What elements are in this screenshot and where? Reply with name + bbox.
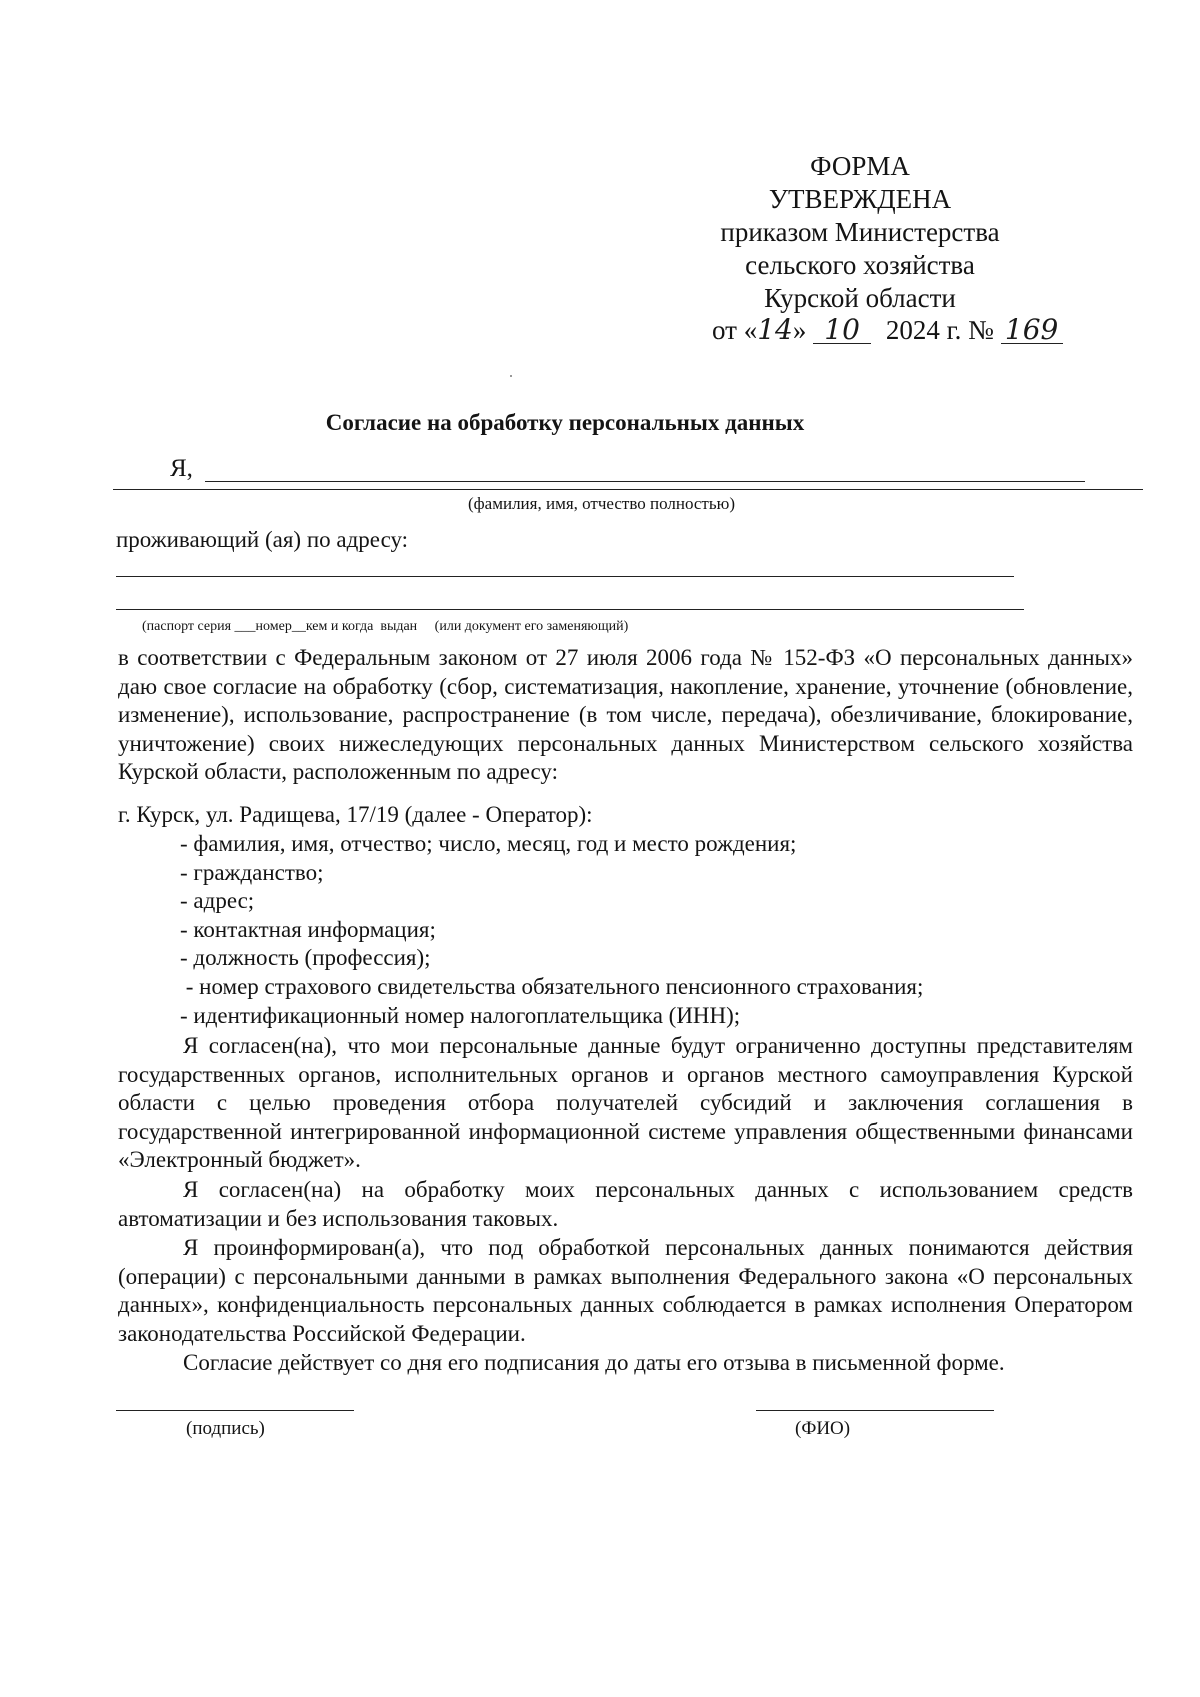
order-date-line (712, 313, 1063, 347)
i-label: Я, (170, 455, 193, 482)
list-item: - адрес; (180, 888, 255, 914)
paragraph-access: Я согласен(на), что мои персональные данные будут ограниченно доступны представителям государственных органов, исполнительных органов и органов местного самоуправления Курской области с целью проведения отбора получателей субсидий и заключения соглашения в государственной интегрированной информационной системе управления общественными финансами «Электронный бюджет». (118, 1033, 1133, 1173)
address-line-2 (116, 609, 1024, 610)
operator-address: г. Курск, ул. Радищева, 17/19 (далее - Оператор): (118, 802, 593, 827)
paragraph-automation: Я согласен(на) на обработку моих персональных данных с использованием средств автоматизации и без использования таковых. (118, 1177, 1133, 1231)
paragraph-validity: Согласие действует со дня его подписания до даты его отзыва в письменной форме. (183, 1350, 1005, 1375)
address-line-1 (116, 576, 1014, 577)
list-item: - контактная информация; (180, 916, 436, 942)
fio-line-short (205, 481, 1085, 482)
fio-signature-caption: (ФИО) (795, 1418, 851, 1439)
list-item: - номер страхового свидетельства обязательного пенсионного страхования; (180, 973, 924, 999)
list-item: - должность (профессия); (180, 945, 431, 971)
fio-line-long (113, 489, 1143, 490)
address-label: проживающий (ая) по адресу: (116, 527, 409, 552)
signature-line (116, 1410, 354, 1411)
passport-caption: (паспорт серия ___номер__кем и когда выдан (или документ его заменяющий) (142, 619, 629, 634)
consent-main-paragraph: в соответствии с Федеральным законом от 27 июля 2006 года № 152-ФЗ «О персональных данных» даю свое согласие на обработку (сбор, систематизация, накопление, хранение, уточнение (обновление, изменение), использование, распространение (в том числе, передача), обезличивание, блокирование, уничтожение) своих нижеследующих персональных данных Министерством сельского хозяйства Курской области, расположенным по адресу: (118, 645, 1133, 785)
signature-caption: (подпись) (186, 1418, 265, 1439)
approval-line-form: ФОРМА (810, 151, 910, 181)
date-month-handwritten: 10 (813, 317, 871, 344)
personal-data-list (180, 830, 923, 1030)
date-year-number-label: 2024 г. № (885, 315, 994, 345)
list-item: - гражданство; (180, 859, 324, 885)
date-day-handwritten: 14 (757, 313, 793, 346)
list-item: - идентификационный номер налогоплательщика (ИНН); (180, 1002, 741, 1028)
approval-line-ministry: сельского хозяйства (745, 250, 975, 280)
paragraph-informed: Я проинформирован(а), что под обработкой персональных данных понимаются действия (операции) с персональными данными в рамках выполнения Федерального закона «О персональных данных», конфиденциальность персональных данных соблюдается в рамках исполнения Оператором законодательства Российской Федерации. (118, 1235, 1133, 1346)
approval-line-approved: УТВЕРЖДЕНА (768, 184, 952, 214)
date-quote-close: » (792, 315, 807, 345)
scan-speck (510, 375, 512, 377)
fio-signature-line (756, 1410, 994, 1411)
date-prefix: от « (712, 315, 758, 345)
approval-line-order: приказом Министерства (720, 217, 1000, 247)
list-item: - фамилия, имя, отчество; число, месяц, год и место рождения; (180, 831, 797, 856)
order-number-handwritten: 169 (1001, 317, 1063, 344)
document-title: Согласие на обработку персональных данных (325, 410, 805, 435)
fio-caption: (фамилия, имя, отчество полностью) (468, 494, 735, 513)
approval-line-region: Курской области (764, 283, 956, 313)
